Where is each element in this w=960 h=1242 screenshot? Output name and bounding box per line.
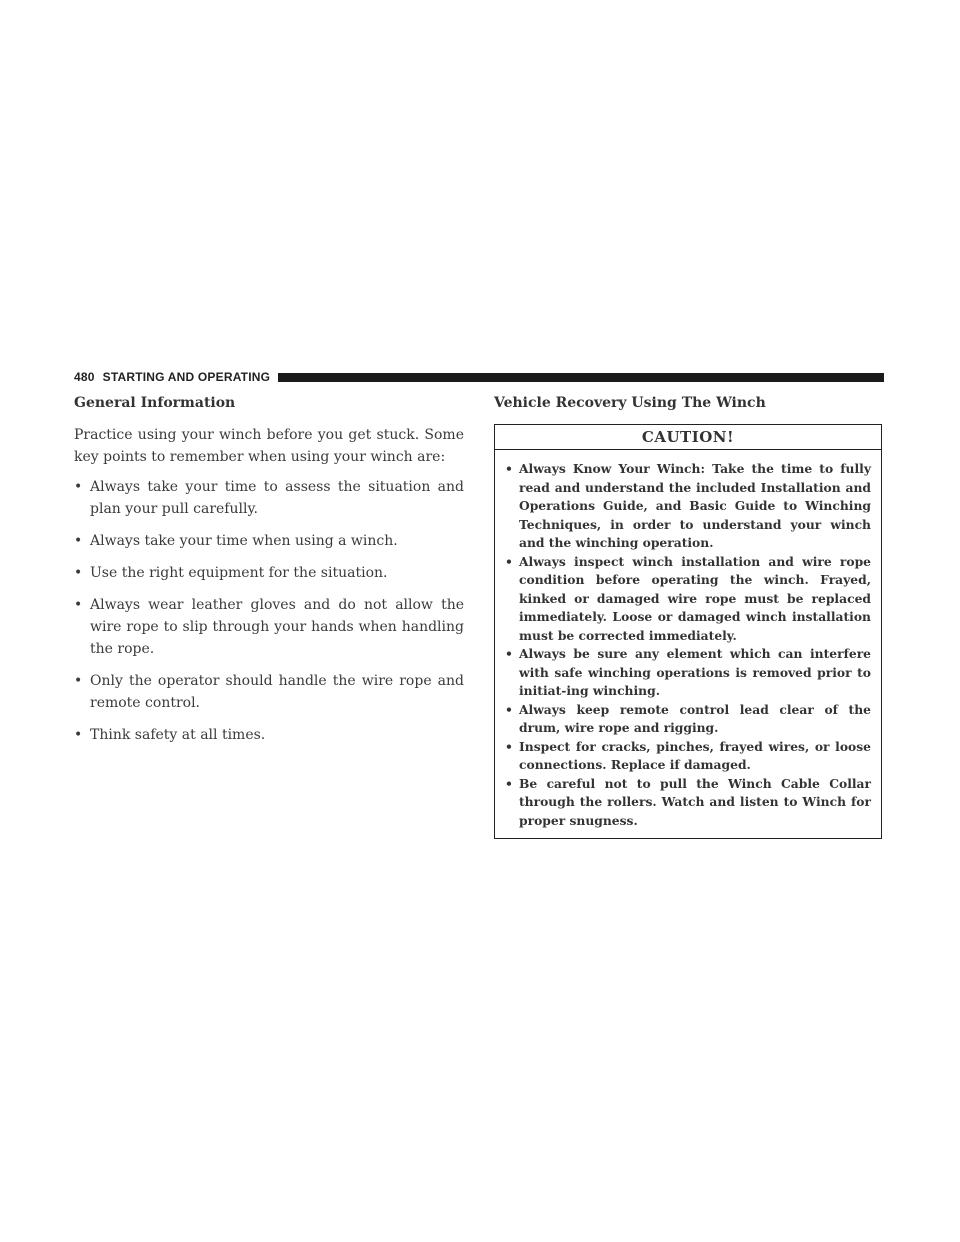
left-column	[74, 394, 464, 756]
caution-item: • Be careful not to pull the Winch Cable Collar through the rollers. Watch and listen to Winch for proper snugness.	[505, 775, 871, 831]
caution-item: • Always be sure any element which can interfere with safe winching operations is removed prior to initiat-ing winching.	[505, 645, 871, 701]
general-information-heading: General Information	[74, 395, 236, 411]
intro-paragraph: Practice using your winch before you get stuck. Some key points to remember when using your winch are:	[74, 427, 464, 465]
right-column	[494, 394, 882, 839]
caution-item: • Inspect for cracks, pinches, frayed wires, or loose connections. Replace if damaged.	[505, 738, 871, 775]
list-item: • Think safety at all times.	[74, 724, 464, 746]
list-item: • Always wear leather gloves and do not allow the wire rope to slip through your hands when handling the rope.	[74, 594, 464, 660]
page-header	[74, 370, 884, 384]
list-item: • Always take your time to assess the situation and plan your pull carefully.	[74, 476, 464, 520]
list-item: • Use the right equipment for the situation.	[74, 562, 464, 584]
list-item: • Always take your time when using a winch.	[74, 530, 464, 552]
caution-title: CAUTION!	[495, 425, 881, 450]
list-item: • Only the operator should handle the wire rope and remote control.	[74, 670, 464, 714]
caution-item: • Always Know Your Winch: Take the time to fully read and understand the included Installation and Operations Guide, and Basic Guide to Winching Techniques, in order to understand your winch and the winching operation.	[505, 460, 871, 553]
vehicle-recovery-heading: Vehicle Recovery Using The Winch	[494, 395, 766, 411]
section-name: STARTING AND OPERATING	[102, 370, 271, 384]
header-rule	[278, 373, 884, 382]
caution-list	[495, 450, 881, 838]
caution-item: • Always inspect winch installation and wire rope condition before operating the winch. Frayed, kinked or damaged wire rope must be replaced immediately. Loose or damaged winch installation must be corrected immediately.	[505, 553, 871, 646]
caution-item: • Always keep remote control lead clear of the drum, wire rope and rigging.	[505, 701, 871, 738]
tips-list	[74, 476, 464, 746]
caution-box	[494, 424, 882, 839]
page-number: 480	[74, 370, 95, 384]
